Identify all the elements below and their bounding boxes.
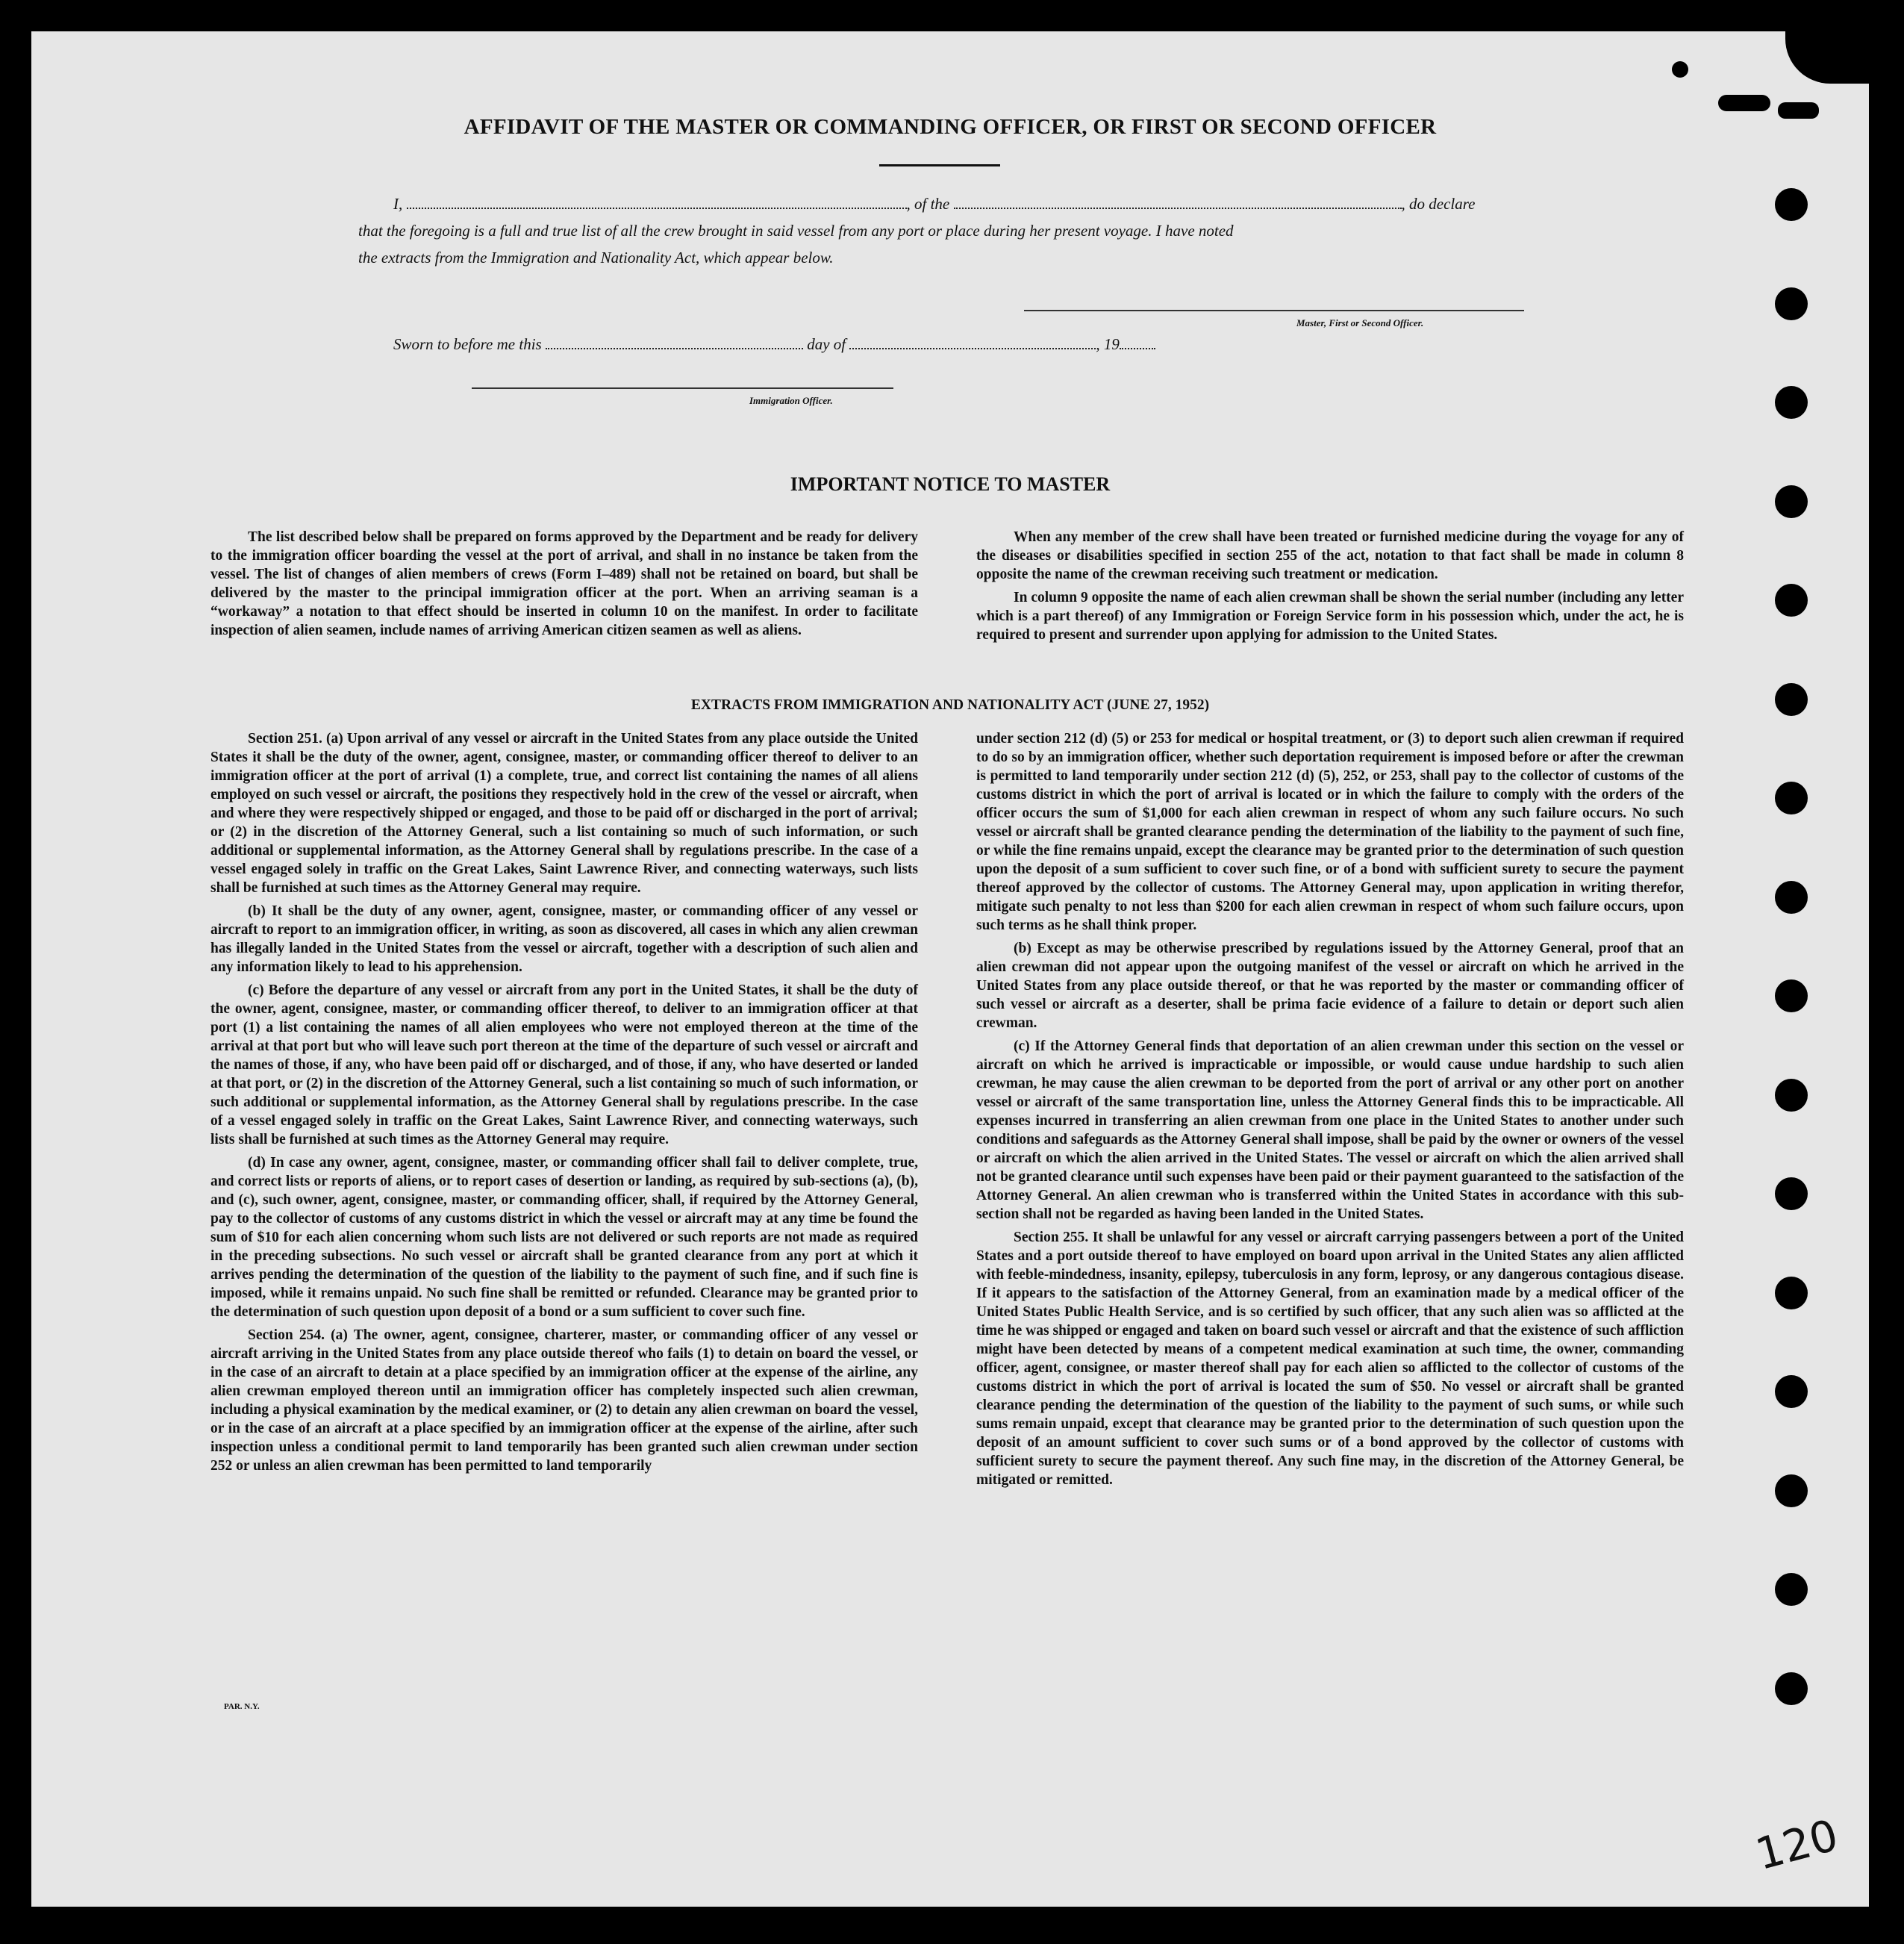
declaration-i: I, [393, 195, 403, 213]
title-rule [879, 164, 1000, 166]
punch-hole [1775, 188, 1808, 221]
handwritten-page-number: 120 [1750, 1809, 1844, 1881]
notice-left-column [210, 528, 918, 644]
section-paragraph: Section 251. (a) Upon arrival of any vessel or aircraft in the United States from any place outside the United States it shall be the duty of the owner, agent, consignee, master, or commanding officer thereof to deliver to an immigration officer at the port of arrival (1) a complete, true, and correct list containing the names of all aliens employed on such vessel or aircraft, the positions they respectively hold in the crew of the vessel or aircraft, when and where they were respectively shipped or engaged, and those to be paid off or discharged in the port of arrival; or (2) in the discretion of the Attorney General, such a list containing so much of such information, or such additional or supplemental information, as the Attorney General shall by regulations prescribe. In the case of a vessel engaged solely in traffic on the Great Lakes, Saint Lawrence River, and connecting waterways, such lists shall be furnished at such times as the Attorney General may require. [210, 731, 918, 896]
name-blank[interactable] [407, 194, 907, 209]
year-text: , 19 [1096, 335, 1120, 353]
master-caption: Master, First or Second Officer. [1296, 317, 1424, 328]
notice-paragraph: In column 9 opposite the name of each alien crewman shall be shown the serial number (including any letter which is a part thereof) of any Immigration or Foreign Service form in his possession which, under the act, he is required to present and surrender upon applying for admission to the United States. [976, 590, 1684, 643]
sworn-line [393, 333, 1364, 355]
punch-hole [1775, 782, 1808, 814]
notice-paragraph: The list described below shall be prepared on forms approved by the Department and be ready for delivery to the immigration officer boarding the vessel at the port of arrival, and shall in no instance be taken from the vessel. The list of changes of alien members of crews (Form I–489) shall not be retained on board, but shall be delivered by the master to the principal immigration officer at the port. When an arriving seaman is a “workaway” a notation to that effect should be inserted in column 10 on the manifest. In order to facilitate inspection of alien seamen, include names of arriving American citizen seamen as well as aliens. [210, 529, 918, 638]
declaration-text-2: that the foregoing is a full and true list of all the crew brought in said vessel from any port or place during her present voyage. I have noted [358, 222, 1234, 240]
torn-corner [1785, 28, 1882, 84]
extracts-left-column [210, 729, 918, 1480]
sworn-year-blank[interactable] [1120, 334, 1155, 349]
master-signature-line[interactable] [1024, 310, 1524, 311]
section-paragraph: Section 255. It shall be unlawful for any vessel or aircraft carrying passengers between a port of the United States and a port outside thereof to have employed on board upon arrival in the United States any alien afflicted with feeble-mindedness, insanity, epilepsy, tuberculosis in any form, leprosy, or any dangerous contagious disease. If it appears to the satisfaction of the Attorney General, from an examination made by a medical officer of the United States Public Health Service, and is so certified by such officer, that any such alien was so afflicted at the time he was shipped or engaged and taken on board such vessel or aircraft and that the existence of such affliction might have been detected by means of a competent medical examination at such time, the owner, commanding officer, agent, consignee, or master thereof shall pay for each alien so afflicted to the collector of customs of the customs district in which the port of arrival is located the sum of $50. No vessel or aircraft shall be granted clearance pending the determination of the question of the liability to the payment of such sums, or while such sums remain unpaid, except that clearance may be granted prior to the determination of such question upon the deposit of an amount sufficient to cover such sums or of a bond approved by the collector of customs with sufficient surety to secure the payment thereof. Any such fine may, in the discretion of the Attorney General, be mitigated or remitted. [976, 1230, 1684, 1488]
document-page [31, 31, 1869, 1907]
extracts-right-column [976, 729, 1684, 1494]
punch-hole [1775, 1672, 1808, 1705]
section-paragraph: (c) Before the departure of any vessel or aircraft from any port in the United States, it shall be the duty of the owner, agent, consignee, master, or commanding officer thereof, to deliver to an immigration officer at that port (1) a list containing the names of all alien employees who were not employed thereon at the time of the arrival at that port but who will leave such port thereon at the time of the departure of such vessel or aircraft and the names of those, if any, who have been paid off or discharged, and of those, if any, who have deserted or landed at that port, or (2) in the discretion of the Attorney General, such a list containing so much of such information, or such additional or supplemental information, as the Attorney General shall by regulations prescribe. In the case of a vessel engaged solely in traffic on the Great Lakes, Saint Lawrence River, and connecting waterways, such lists shall be furnished at such times as the Attorney General may require. [210, 982, 918, 1147]
punch-hole [1775, 1277, 1808, 1309]
punch-hole [1775, 584, 1808, 617]
section-paragraph: (c) If the Attorney General finds that deportation of an alien crewman under this section on the vessel or aircraft on which he arrived is impracticable or impossible, or would cause undue hardship to such alien crewman, he may cause the alien crewman to be deported from the port of arrival or any other port on another vessel or aircraft of the same transportation line, unless the Attorney General finds this to be impracticable. All expenses incurred in transferring an alien crewman from one place in the United States to another under such conditions and safeguards as the Attorney General shall impose, shall be paid by the owner or owners of the vessel or aircraft on which the alien arrived in the United States. The vessel or aircraft on which the alien arrived shall not be granted clearance until such expenses have been paid or their payment guaranteed to the satisfaction of the Attorney General. An alien crewman who is transferred within the United States in accordance with this sub-section shall not be regarded as having been landed in the United States. [976, 1038, 1684, 1222]
section-paragraph: under section 212 (d) (5) or 253 for medical or hospital treatment, or (3) to deport such alien crewman if required to do so by an immigration officer, whether such deportation requirement is imposed before or after the crewman is permitted to land temporarily under section 212 (d) (5), 252, or 253, shall pay to the collector of customs of the customs district in which the port of arrival is located or in which the failure to comply with the orders of the officer occurs the sum of $1,000 for each alien crewman in respect of whom any such failure occurs. No such vessel or aircraft shall be granted clearance pending the determination of the liability to the payment of such fine, or while the fine remains unpaid, except the clearance may be granted prior to the determination of such question upon the deposit of a sum sufficient to cover such fine, or of a bond with sufficient surety to secure the payment thereof approved by the collector of customs. The Attorney General may, upon application in writing therefor, mitigate such penalty to not less than $200 for each alien crewman in respect of whom such failure occurs, upon such terms as he shall think proper. [976, 731, 1684, 933]
punch-hole [1775, 979, 1808, 1012]
day-of-text: day of [807, 335, 846, 353]
punch-hole [1775, 1573, 1808, 1606]
declaration-declare: , do declare [1401, 195, 1476, 213]
punch-hole [1775, 1079, 1808, 1112]
declaration-of-the: , of the [906, 195, 950, 213]
section-paragraph: (d) In case any owner, agent, consignee, master, or commanding officer shall fail to deliver complete, true, and correct lists or reports of aliens, or to report cases of desertion or landing, as required by sub-sections (a), (b), and (c), such owner, agent, consignee, master, or commanding officer, shall, if required by the Attorney General, pay to the collector of customs of any customs district in which the vessel or aircraft may at any time be found the sum of $10 for each alien concerning whom such lists are not delivered or such reports are not made as required in the preceding subsections. No such vessel or aircraft shall be granted clearance from any port at which it arrives pending the determination of the question of the liability to the payment of such fine, and if such fine is imposed, while it remains unpaid. No such fine shall be remitted or refunded. Clearance may be granted prior to the determination of such question upon deposit of a bond or a sum sufficient to cover such fine. [210, 1155, 918, 1320]
section-paragraph: (b) It shall be the duty of any owner, agent, consignee, master, or commanding officer of any vessel or aircraft to report to an immigration officer, in writing, as soon as discovered, all cases in which any alien crewman has illegally landed in the United States from the vessel or aircraft, together with a description of such alien and any information likely to lead to his apprehension. [210, 903, 918, 975]
notice-paragraph: When any member of the crew shall have been treated or furnished medicine during the voyage for any of the diseases or disabilities specified in section 255 of the act, notation to that fact shall be made in column 8 opposite the name of the crewman receiving such treatment or medication. [976, 529, 1684, 582]
torn-mark [1672, 61, 1688, 78]
punch-hole [1775, 386, 1808, 419]
declaration-text-3: the extracts from the Immigration and Nationality Act, which appear below. [358, 249, 834, 267]
affidavit-title: AFFIDAVIT OF THE MASTER OR COMMANDING OFFICER, OR FIRST OR SECOND OFFICER [463, 115, 1437, 139]
officer-caption: Immigration Officer. [749, 395, 833, 406]
sworn-month-blank[interactable] [849, 334, 1096, 349]
extracts-heading: EXTRACTS FROM IMMIGRATION AND NATIONALITY ACT (JUNE 27, 1952) [690, 697, 1210, 713]
punch-hole [1775, 1177, 1808, 1210]
punch-hole [1775, 1375, 1808, 1408]
section-paragraph: Section 254. (a) The owner, agent, consignee, charterer, master, or commanding officer of any vessel or aircraft arriving in the United States from any place outside thereof who fails (1) to detain on board the vessel, or in the case of an aircraft to detain at a place specified by an immigration officer at the expense of the airline, any alien crewman employed thereon until an immigration officer has completely inspected such alien crewman, including a physical examination by the medical examiner, or (2) to detain any alien crewman on board the vessel, or in the case of an aircraft at a place specified by an immigration officer at the expense of the airline, after such inspection unless a conditional permit to land temporarily has been granted such alien crewman under section 252 or unless an alien crewman has been permitted to land temporarily [210, 1327, 918, 1474]
sworn-text: Sworn to before me this [393, 335, 542, 353]
notice-right-column [976, 528, 1684, 649]
notice-heading: IMPORTANT NOTICE TO MASTER [790, 473, 1111, 495]
declaration-line [393, 193, 1588, 215]
punch-hole [1775, 1474, 1808, 1507]
punch-hole [1775, 881, 1808, 914]
vessel-blank[interactable] [954, 194, 1402, 209]
torn-mark [1718, 95, 1770, 111]
section-paragraph: (b) Except as may be otherwise prescribed by regulations issued by the Attorney General, proof that an alien crewman did not appear upon the outgoing manifest of the vessel or aircraft on which he arrived in the United States from any place outside thereof, or that he was reported by the master or commanding officer of such vessel or aircraft as a deserter, shall be prima facie evidence of a failure to detain or deport such alien crewman. [976, 941, 1684, 1031]
punch-hole [1775, 287, 1808, 320]
officer-signature-line[interactable] [472, 387, 893, 389]
sworn-day-blank[interactable] [546, 334, 803, 349]
printer-mark: PAR. N.Y. [224, 1702, 260, 1711]
